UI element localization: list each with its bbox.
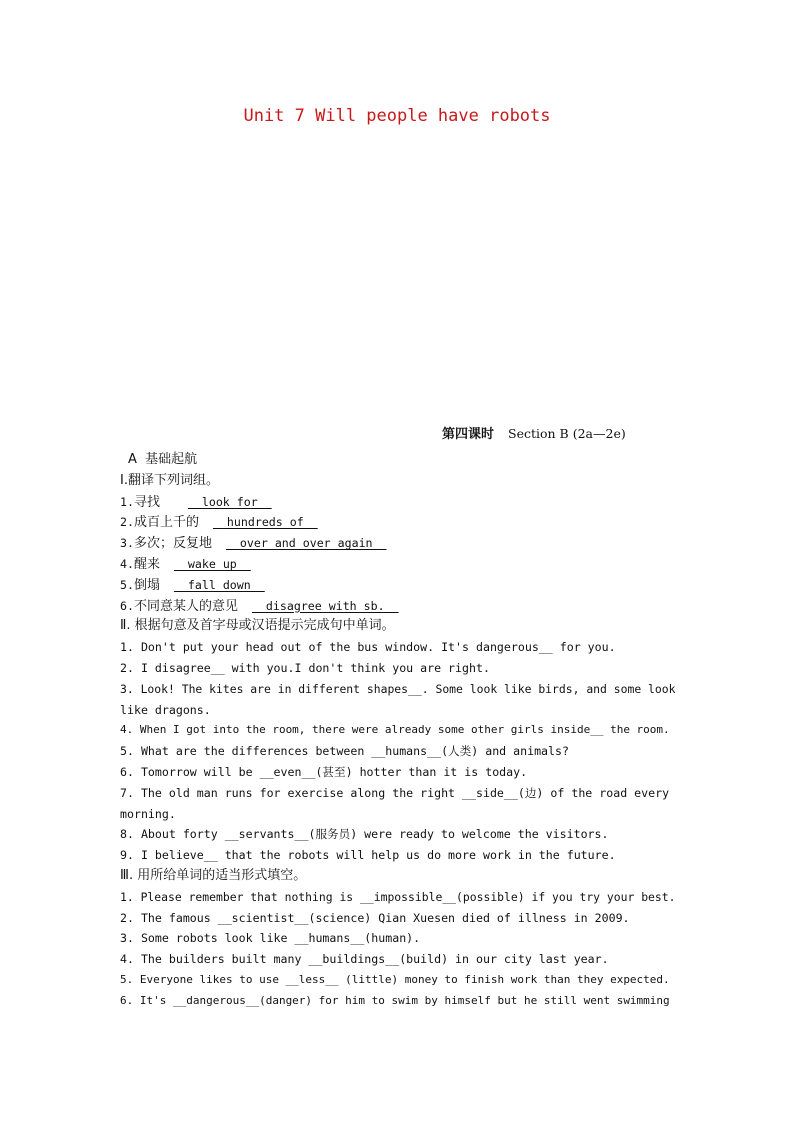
part2-line: 2. I disagree__ with you.I don't think you are right. bbox=[120, 660, 490, 675]
part3-line: 4. The builders built many __buildings__(build) in our city last year. bbox=[120, 952, 609, 967]
page-title: Unit 7 Will people have robots bbox=[243, 106, 551, 126]
part1-item: 5.倒塌 __fall down__ bbox=[120, 577, 265, 593]
part1-item: 6.不同意某人的意见 __disagree with sb.__ bbox=[120, 598, 399, 614]
part3-line: 1. Please remember that nothing is __impossible__(possible) if you try your best. bbox=[120, 889, 676, 904]
part2-line: 1. Don't put your head out of the bus window. It's dangerous__ for you. bbox=[120, 640, 616, 655]
lesson-section: Section B (2a—2e) bbox=[508, 426, 626, 441]
section-a-heading: A 基础起航 bbox=[128, 452, 198, 467]
part3-line: 2. The famous __scientist__(science) Qian Xuesen died of illness in 2009. bbox=[120, 910, 630, 925]
part2-line: 8. About forty __servants__(服务员) were ready to welcome the visitors. bbox=[120, 827, 609, 842]
part1-item: 3.多次；反复地 __over and over again__ bbox=[120, 536, 387, 552]
part2-line: 4. When I got into the room, there were already some other girls inside__ the room. bbox=[120, 723, 670, 737]
lesson-header bbox=[442, 423, 626, 442]
part2-line: like dragons. bbox=[120, 702, 211, 717]
part1-item: 2.成百上千的 __hundreds of__ bbox=[120, 515, 318, 531]
part2-heading: Ⅱ. 根据句意及首字母或汉语提示完成句中单词。 bbox=[120, 618, 395, 634]
part2-line: 5. What are the differences between __humans__(人类) and animals? bbox=[120, 744, 569, 759]
answer: __wake up__ bbox=[173, 556, 251, 571]
part1-item: 1.寻找 __look for__ bbox=[120, 494, 272, 510]
part1-heading: Ⅰ.翻译下列词组。 bbox=[120, 472, 219, 488]
part2-line: 7. The old man runs for exercise along the right __side__(边) of the road every bbox=[120, 785, 670, 800]
exercise-body bbox=[120, 450, 676, 1012]
part3-line: 3. Some robots look like __humans__(human). bbox=[120, 931, 421, 946]
answer: __look for__ bbox=[187, 494, 272, 509]
answer: __disagree with sb.__ bbox=[251, 598, 399, 613]
part2-line: 9. I believe__ that the robots will help us do more work in the future. bbox=[120, 848, 616, 863]
answer: __fall down__ bbox=[173, 577, 265, 592]
answer: __hundreds of__ bbox=[212, 515, 318, 530]
part2-line: morning. bbox=[120, 806, 176, 821]
part2-line: 3. Look! The kites are in different shapes__. Some look like birds, and some look bbox=[120, 681, 676, 696]
lesson-period: 第四课时 bbox=[442, 427, 495, 442]
answer: __over and over again__ bbox=[225, 536, 387, 551]
part2-line: 6. Tomorrow will be __even__(甚至) hotter than it is today. bbox=[120, 764, 528, 779]
part3-heading: Ⅲ. 用所给单词的适当形式填空。 bbox=[120, 867, 307, 883]
part1-item: 4.醒来 __wake up__ bbox=[120, 556, 251, 572]
part3-line: 5. Everyone likes to use __less__ (little) money to finish work than they expected. bbox=[120, 972, 670, 986]
part3-line: 6. It's __dangerous__(danger) for him to swim by himself but he still went swimming bbox=[120, 993, 670, 1007]
